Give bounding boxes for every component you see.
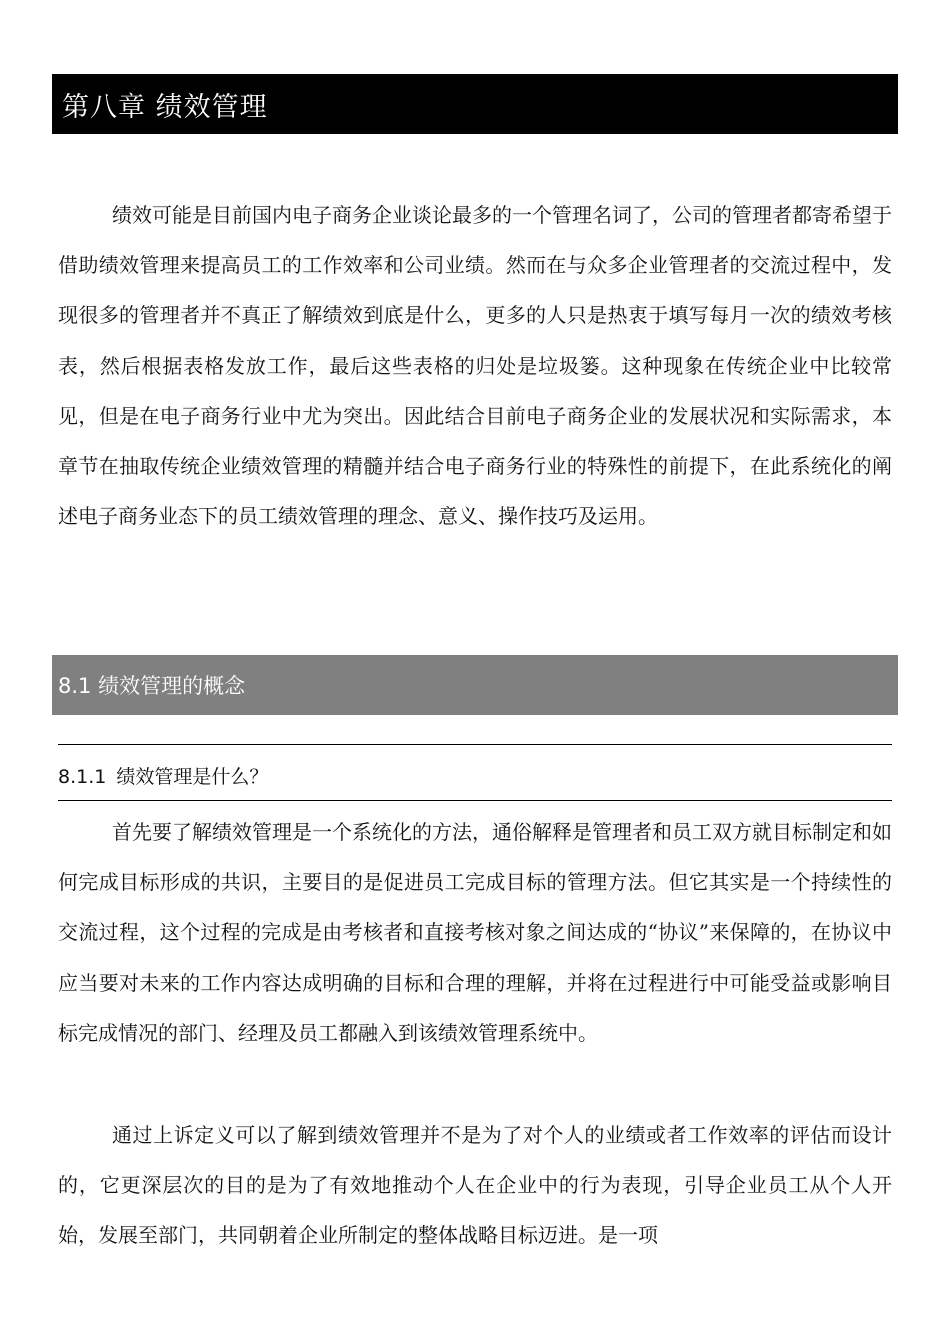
body-paragraph-2: 通过上诉定义可以了解到绩效管理并不是为了对个人的业绩或者工作效率的评估而设计的，它更深层次的目的是为了有效地推动个人在企业中的行为表现，引导企业员工从个人开始，发展至部门，共同朝着企业所制定的整体战略目标迈进。是一项 bbox=[58, 1123, 892, 1248]
body-paragraph-1: 首先要了解绩效管理是一个系统化的方法，通俗解释是管理者和员工双方就目标制定和如何完成目标形成的共识，主要目的是促进员工完成目标的管理方法。但它其实是一个持续性的交流过程，这个过程的完成是由考核者和直接考核对象之间达成的“协议”来保障的，在协议中应当要对未来的工作内容达成明确的目标和合理的理解，并将在过程进行中可能受益或影响目标完成情况的部门、经理及员工都融入到该绩效管理系统中。 bbox=[58, 820, 892, 1045]
subsection-top-rule bbox=[58, 744, 892, 745]
section-title: 8.1 绩效管理的概念 bbox=[58, 674, 246, 698]
subsection-heading bbox=[58, 762, 268, 789]
chapter-header bbox=[52, 74, 898, 134]
chapter-title: 第八章 绩效管理 bbox=[62, 91, 268, 123]
subsection-title: 绩效管理是什么？ bbox=[116, 766, 269, 788]
section-header bbox=[52, 655, 898, 715]
subsection-number: 8.1.1 bbox=[58, 766, 107, 788]
subsection-bottom-rule bbox=[58, 800, 892, 801]
intro-paragraph: 绩效可能是目前国内电子商务企业谈论最多的一个管理名词了，公司的管理者都寄希望于借助绩效管理来提高员工的工作效率和公司业绩。然而在与众多企业管理者的交流过程中，发现很多的管理者并不真正了解绩效到底是什么，更多的人只是热衷于填写每月一次的绩效考核表，然后根据表格发放工作，最后这些表格的归处是垃圾篓。这种现象在传统企业中比较常见，但是在电子商务行业中尤为突出。因此结合目前电子商务企业的发展状况和实际需求，本章节在抽取传统企业绩效管理的精髓并结合电子商务行业的特殊性的前提下，在此系统化的阐述电子商务业态下的员工绩效管理的理念、意义、操作技巧及运用。 bbox=[58, 203, 892, 529]
